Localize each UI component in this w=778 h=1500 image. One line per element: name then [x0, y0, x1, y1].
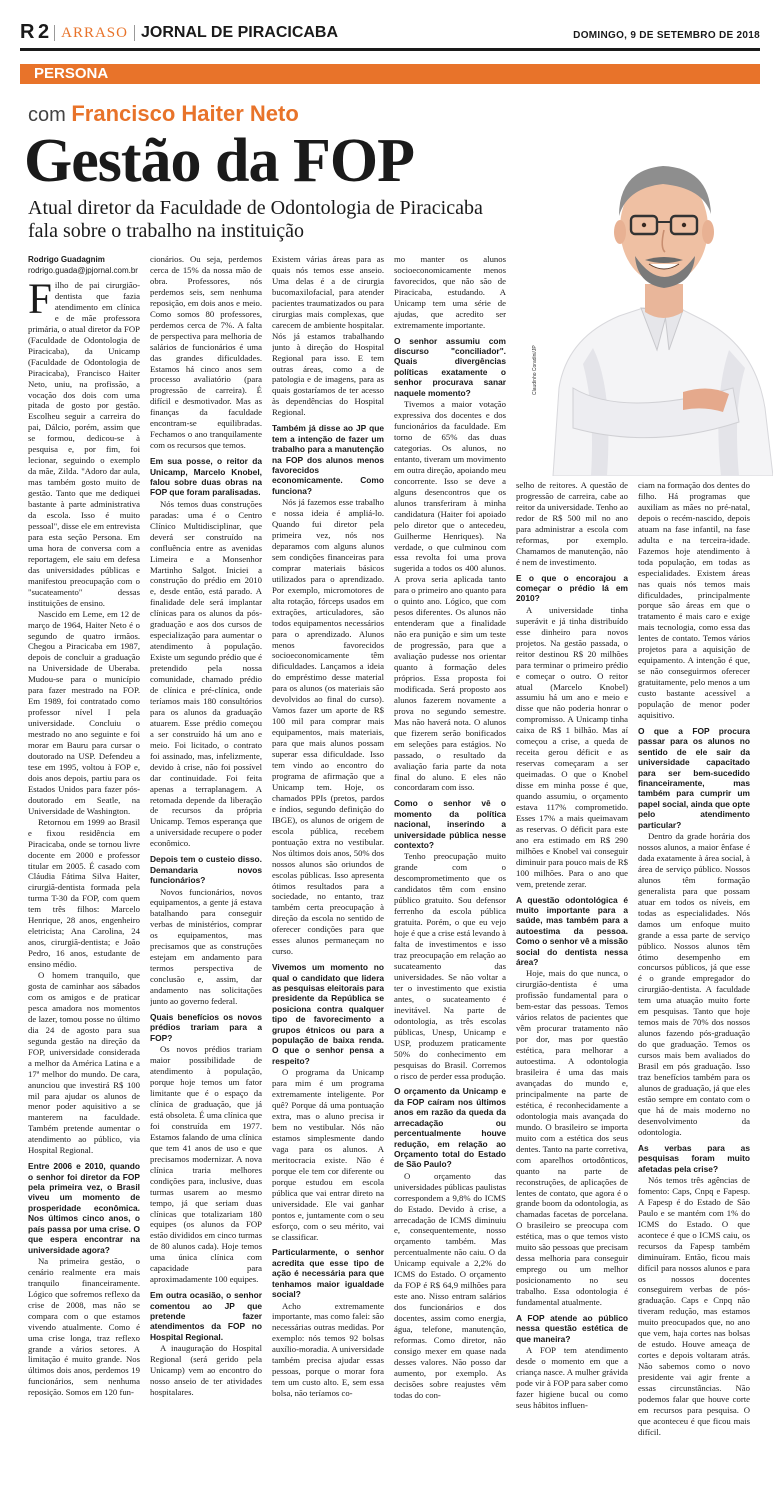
interview-question: Particularmente, o senhor acredita que esse tipo de ação é necessária para que tenhamos maior igualdade social?	[272, 1247, 384, 1300]
byline-author: Rodrigo Guadagnim	[28, 255, 105, 264]
paragraph: Dentro da grade horária dos nossos alunos, a maior ênfase é dada exatamente à área social, à área de serviço público. Nossos alunos têm formação generalista para que possam atuar em todos os níveis, em todas as especialidades. Nós damos um enfoque muito grande a essa parte de serviço público. Nossos alunos têm ótimo desempenho em concursos públicos, já que esse é o grande empregador do cirurgião-dentista. A faculdade tem uma atuação muito forte em pesquisas. Tanto que hoje temos mais de 70% dos nossos alunos fazendo pós-graduação do que graduação. Temos os cursos mais bem avaliados do Brasil em pós graduação. Isso traz benefícios também para os alunos de graduação, já que eles estão sempre em contato com o que há de mais moderno no desenvolvimento da odontologia.	[638, 831, 750, 1137]
section-label: PERSONA	[34, 65, 109, 82]
interview-question: E o que o encorajou a começar o prédio lá em 2010?	[516, 572, 628, 604]
drop-cap: F	[28, 280, 52, 323]
portrait-illustration	[533, 88, 773, 476]
interviewee-name: Francisco Haiter Neto	[71, 101, 299, 126]
paragraph: ciam na formação dos dentes do filho. Há programas que auxiliam as mães no pré-natal, depois o recém-nascido, depois atuam na fase infantil, na fase adulta e na terceira-idade. Fazemos hoje atendimento à toda população, em todas as especialidades. Existem áreas nas quais nós temos mais dificuldades, principalmente porque são áreas em que o tratamento é mais caro e exige mais tecnologia, como essa das lentes de contato. Temos vários projetos para a aquisição de equipamento. A intenção é que, se não conseguirmos oferecer gratuitamente, pelo menos a um custo bastante acessível a população de menor poder aquisitivo.	[638, 480, 750, 721]
paragraph: Nós temos três agências de fomento: Caps, Cnpq e Fapesp. A Fapesp é do Estado de São Paulo e se mantém com 1% do ICMS do Estado. O que acontece é que o ICMS caiu, os recursos da Fapesp também diminuíram. Então, ficou mais difícil para nossos alunos e para os nossos docentes conseguirem verbas de pós-graduação. Caps e Cnpq não tiveram redução, mas estamos muito preocupados que, no ano que vem, haja cortes nas bolsas de estudo. Houve ameaça de cortes e depois voltaram atrás. Não sabemos como o novo presidente vai agir frente a essas circunstâncias. Não podemos falar que houve corte em recursos para pesquisa. O que aconteceu é que ficou mais difícil.	[638, 1174, 750, 1437]
article-column-5	[516, 480, 628, 1492]
page-number: R 2	[20, 21, 49, 43]
masthead-divider	[134, 25, 135, 41]
interview-question: Entre 2006 e 2010, quando o senhor foi diretor da FOP pela primeira vez, o Brasil viveu um momento de prosperidade econômica. Nos últimos cinco anos, o país passa por uma crise. O que espera encontrar na universidade agora?	[28, 1161, 140, 1255]
paragraph: cionários. Ou seja, perdemos cerca de 15% da nossa mão de obra. Professores, nós perdemos seis, sem nenhuma reposição, em dois anos e meio. Como somos 80 professores, perdemos cerca de 7%. A falta de perspectiva para melhoria de salários de funcionários é uma das grandes dificuldades. Estamos há cinco anos sem processo avaliatório (para progressão de carreira). É difícil e desmotivador. Mas as finanças da faculdade encontram-se equilibradas. Fechamos o ano tranquilamente com os recursos que temos.	[150, 254, 262, 451]
paragraph: Retornou em 1999 ao Brasil e fixou residência em Piracicaba, onde se tornou livre docente em 2000 e professor titular em 2005. É casado com Cláudia Fátima Silva Haiter, cirurgiã-dentista formada pela turma T-30 da FOP, com quem tem três filhos: Marcelo Henrique, 28 anos, engenheiro eletricista; Ana Carolina, 24 anos, cirurgiã-dentista; e João Pedro, 16 anos, estudante de ensino médio.	[28, 816, 140, 970]
interview-question: A questão odontológica é muito importante para a saúde, mas também para a autoestima da pessoa. Como o senhor vê a missão social do dentista nessa área?	[516, 894, 628, 968]
masthead-divider	[54, 25, 55, 41]
portrait-photo	[533, 88, 773, 476]
paragraph: mo manter os alunos socioeconomicamente menos favorecidos, que não são de Piracicaba, estudando. A Unicamp tem uma série de ajudas, que acredito ser extremamente importante.	[394, 254, 506, 330]
paragraph: Nós temos duas construções paradas: uma é o Centro Clínico Multidisciplinar, que deverá ser construído na confluência entre as avenidas Limeira e a Monsenhor Martinho Salgot. Iniciei a construção do prédio em 2010 e, desde então, está parado. A finalidade dele será implantar clínicas para os alunos da pós-graduação e aos dos cursos de especialização para aumentar o atendimento à população. Existe um segundo prédio que é pretendido pela nossa comunidade, chamado prédio de clínica e pré-clínica, onde teríamos mais 180 consultórios para os alunos da graduação atuarem. Esse prédio começou a ser construído há um ano e meio. Foi licitado, o contrato foi assinado, mas, infelizmente, devido à crise, não foi possível dar continuidade. Foi feita apenas a terraplanagem. A retomada depende da liberação de recursos da própria Unicamp. Temos esperança que a universidade recupere o poder econômico.	[150, 498, 262, 849]
paragraph: Os novos prédios trariam maior possibilidade de atendimento à população, porque hoje temos um fator limitante que é o espaço da clínica de graduação, que já está obsoleta. É uma clínica que foi construída em 1977. Estamos falando de uma clínica que tem 41 anos de uso e que precisamos modernizar. A nova clínica traria melhores condições para, inclusive, duas turmas usarem ao mesmo tempo, já que seriam duas clínicas que totalizariam 180 equipes (os alunos da FOP estão divididos em cinco turmas de 80 alunos cada). Hoje temos uma única clínica com capacidade para aproximadamente 100 equipes.	[150, 1044, 262, 1285]
article-column-4	[394, 254, 506, 1492]
article-column-1	[28, 280, 140, 1492]
paragraph: Tivemos a maior votação expressiva dos docentes e dos funcionários da faculdade. Em torno de 65% das duas categorias. Os alunos, no entanto, tiveram um movimento em outra direção, apoiando meu concorrente. Isso se deve a alguns desencontros que os alunos transferiram à minha candidatura (Haiter foi apoiado pelo diretor que o antecedeu, Guilherme Henriques). Na verdade, o que culminou com essa revolta foi uma prova sugerida a todos os 400 alunos. A prova seria aplicada tanto para o primeiro ano quanto para o quinto ano. Lógico, que com pesos diferentes. Os alunos não entenderam que a finalidade não era punição e sim um teste de progressão, para que a avaliação pudesse nos orientar quanto à formação deles próprios. Essa proposta foi modificada. Será proposto aos alunos fazerem novamente a prova no segundo semestre. Mas não haverá nota. O alunos que fizerem serão bonificados em seleções para estágios. No passado, o resultado da avaliação faria parte da nota final do aluno. E eles não concordaram com isso.	[394, 399, 506, 793]
interview-question: Em sua posse, o reitor da Unicamp, Marcelo Knobel, falou sobre duas obras na FOP que foram paralisadas.	[150, 456, 262, 498]
paragraph: A inauguração do Hospital Regional (será gerido pela Unicamp) vem ao encontro do nosso anseio de ter atividades hospitalares.	[150, 1343, 262, 1398]
publication-date: DOMINGO, 9 DE SETEMBRO DE 2018	[573, 30, 760, 41]
byline-email: rodrigo.guada@jpjornal.com.br	[28, 266, 138, 275]
paragraph: A FOP tem atendimento desde o momento em que a criança nasce. A mulher grávida pode vir à FOP para saber como fazer higiene bucal ou como seus hábitos influen-	[516, 1345, 628, 1410]
supplement-logo: ARRASO	[61, 25, 128, 41]
paragraph: Na primeira gestão, o cenário realmente era mais tranquilo financeiramente. Lógico que sofremos reflexo da crise de 2008, mas não se compara com o que estamos vivendo atualmente. Como é uma crise longa, traz reflexo grande a vários setores. A limitação é muito grande. Nos últimos dois anos, perdemos 19 funcionários, sem nenhuma reposição. Somos em 120 fun-	[28, 1255, 140, 1398]
interview-question: O que a FOP procura passar para os alunos no sentido de ele sair da universidade capacitado para ser bem-sucedido financeiramente, mas também para cumprir um papel social, ainda que opte pelo atendimento particular?	[638, 725, 750, 830]
paragraph: Existem várias áreas para as quais nós temos esse anseio. Uma delas é a de cirurgia bucomaxilofacial, para atender pacientes traumatizados ou para cirurgias mais complexas, que carecem de ambiente hospitalar. Nós já estamos trabalhando junto à direção do Hospital Regional para isso. E tem outras áreas, como a de patologia e de imagens, para as quais gostaríamos de ter acesso às dependências do Hospital Regional.	[272, 254, 384, 418]
article-column-3	[272, 254, 384, 1492]
interview-question: As verbas para as pesquisas foram muito afetadas pela crise?	[638, 1142, 750, 1174]
interview-question: O senhor assumiu com discurso "conciliador". Quais divergências políticas exatamente o senhor procurava sanar naquele momento?	[394, 335, 506, 398]
deck: Atual diretor da Faculdade de Odontologia de Piracicaba fala sobre o trabalho na instituição	[28, 197, 483, 242]
photo-credit: Claudinho Coradini/JP	[532, 345, 538, 395]
paragraph: Filho de pai cirurgião-dentista que fazia atendimento em clínica e de mãe professora primária, o atual diretor da FOP (Faculdade de Odontologia de Piracicaba), da Unicamp (Faculdade de Odontologia de Piracicaba), Francisco Haiter Neto, uniu, na profissão, a vocação dos dois com uma pitada de gosto por gestão. Escolheu seguir a carreira do pai, Dálcio, porém, assim que se formou, dedicou-se à pesquisa e, por fim, foi lecionar, seguindo o exemplo da mãe, Zilda. "Adoro dar aula, mas também gosto muito de gestão. Tanto que me dediquei bastante à parte administrativa da escola. Isso é muito pessoal", disse ele em entrevista para esta seção Persona. Em uma hora de conversa com a reportagem, ele saiu em defesa das universidades públicas e manifestou preocupação com o "sucateamento" dessas instituições de ensino.	[28, 280, 140, 608]
interview-question: Vivemos um momento no qual o candidato que lidera as pesquisas eleitorais para presidente da República se posiciona contra qualquer tipo de favorecimento a grupos étnicos ou para a população de baixa renda. O que o senhor pensa a respeito?	[272, 962, 384, 1066]
interview-question: Como o senhor vê o momento da política nacional, inserindo a universidade pública nesse contexto?	[394, 798, 506, 851]
kicker-prefix: com	[28, 104, 66, 126]
paragraph: Acho extremamente importante, mas como falei: são necessárias outras medidas. Por exemplo: nós temos 92 bolsas auxílio-moradia. A universidade também precisa ajudar essas pessoas, porque o morar fora tem um custo alto. E, sem essa bolsa, não teríamos co-	[272, 1300, 384, 1399]
paragraph: Hoje, mais do que nunca, o cirurgião-dentista é uma profissão fundamental para o bem-estar das pessoas. Temos vários relatos de pacientes que vêm procurar tratamento não por dor, mas por questão estética, para melhorar a autoestima. A odontologia brasileira é uma das mais avançadas do mundo e, principalmente na parte de estética, é reconhecidamente a odontologia mais avançada do mundo. O brasileiro se importa muito com a estética dos seus dentes. Tanto na parte corretiva, com aparelhos ortodônticos, quanto na parte de reconstruções, de aplicações de lentes de contato, que agora é o grande boom da odontologia, as chamadas facetas de porcelana. O brasileiro se preocupa com estética, mas o que temos visto muito são pessoas que precisam dessa melhoria para conseguir emprego ou um melhor posicionamento no seu trabalho. Essa odontologia é fundamental atualmente.	[516, 968, 628, 1308]
masthead	[20, 14, 760, 51]
headline: Gestão da FOP	[24, 127, 414, 195]
interview-question: Depois tem o custeio disso. Demandaria novos funcionários?	[150, 854, 262, 886]
paragraph: O programa da Unicamp para mim é um programa extremamente inteligente. Por quê? Porque dá uma pontuação extra, mas o aluno precisa ir bem no vestibular. Nós não estamos simplesmente dando vaga para os alunos. A meritocracia existe. Não é porque ele tem cor diferente ou porque estudou em escola pública que vai entrar direto na universidade. Ele vai ganhar pontos e, juntamente com o seu esforço, com o seu mérito, vai se classificar.	[272, 1067, 384, 1242]
paragraph: Nascido em Leme, em 12 de março de 1964, Haiter Neto é o segundo de quatro irmãos. Chegou a Piracicaba em 1987, depois de concluir a graduação na Universidade de Uberaba. Mudou-se para o município para fazer mestrado na FOP. Em 1989, foi contratado como professor nível I pela universidade. Concluiu o mestrado no ano seguinte e foi morar em Bauru para cursar o doutorado na USP. Defendeu a tese em 1995, voltou à FOP e, dois anos depois, partiu para os Estados Unidos para fazer pós-doutorado em Seatle, na Universidade de Washington.	[28, 608, 140, 816]
interview-question: A FOP atende ao público nessa questão estética de que maneira?	[516, 1313, 628, 1344]
interview-question: Quais benefícios os novos prédios trariam para a FOP?	[150, 1011, 262, 1043]
byline	[28, 254, 138, 276]
newspaper-name: JORNAL DE PIRACICABA	[140, 24, 339, 41]
paragraph: A universidade tinha superávit e já tinha distribuído esse dinheiro para novos projetos. Na gestão passada, o reitor destinou R$ 20 milhões para terminar o primeiro prédio e começar o outro. O reitor atual (Marcelo Knobel) assumiu há um ano e meio e disse que não poderia honrar o compromisso. A Unicamp tinha caixa de R$ 1 bilhão. Mas aí começou a crise, a queda de receita gerou déficit e as reservas começaram a ser queimadas. O que o Knobel disse em minha posse é que, quando assumiu, o orçamento estava 117% comprometido. Esses 17% a mais queimavam as reservas. O déficit para este ano era estimado em R$ 290 milhões e Knobel vai conseguir diminuir para pouco mais de R$ 100 milhões. Para o ano que vem, pretende zerar.	[516, 604, 628, 889]
interview-question: O orçamento da Unicamp e da FOP caíram nos últimos anos em razão da queda da arrecadação ou percentualmente houve redução, em relação ao Orçamento total do Estado de São Paulo?	[394, 1086, 506, 1170]
kicker	[28, 101, 299, 127]
paragraph: Nós já fazemos esse trabalho e nossa ideia é ampliá-lo. Quando fui diretor pela primeira vez, nós nos deparamos com alguns alunos sem condições financeiras para comprar materiais básicos utilizados para o aprendizado. Por exemplo, micromotores de alta rotação, fórceps usados em extrações, articuladores, são todos equipamentos necessários para o aprendizado. Alunos menos favorecidos socioeconomicamente têm dificuldades. Lançamos a ideia do empréstimo desse material para os alunos (os materiais são devolvidos ao final do curso). Vamos fazer um aporte de R$ 100 mil para comprar mais equipamentos, mais materiais, para que mais alunos possam superar essa dificuldade. Isso tem vindo ao encontro do programa de afirmação que a Unicamp tem. Hoje, os chamados PPIs (pretos, pardos e índios, segundo definição do IBGE), os alunos de origem de escola pública, recebem pontuação extra no vestibular. Nos últimos dois anos, 50% dos nossos alunos são oriundos de escolas públicas. Isso apresenta ótimos resultados para a sociedade, no entanto, traz também certa preocupação à direção da escola no sentido de oferecer condições para que esses alunos permaneçam no curso.	[272, 497, 384, 957]
paragraph: Novos funcionários, novos equipamentos, a gente já estava batalhando para conseguir verbas de ministérios, comprar os equipamentos, mas precisamos que as construções estejam em andamento para termos perspectiva de conclusão e, assim, dar andamento nas solicitações junto ao governo federal.	[150, 886, 262, 1007]
paragraph: selho de reitores. A questão de progressão de carreira, cabe ao reitor da universidade. Tenho ao redor de R$ 500 mil no ano para administrar a escola com reformas, por exemplo. Chamamos de manutenção, não é nem de investimento.	[516, 480, 628, 567]
section-bar	[20, 64, 760, 84]
paragraph: O homem tranquilo, que gosta de caminhar aos sábados com os amigos e de praticar pesca amadora nos momentos de lazer, tomou posse no último dia 24 de agosto para sua segunda gestão na direção da FOP, universidade considerada a melhor da América Latina e a 17ª melhor do mundo. De cara, anunciou que investirá R$ 100 mil para ajudar os alunos de menor poder aquisitivo a se manterem na faculdade. Também pretende aumentar o atendimento ao público, via Hospital Regional.	[28, 970, 140, 1156]
interview-question: Também já disse ao JP que tem a intenção de fazer um trabalho para a manutenção na FOP dos alunos menos favorecidos economicamente. Como funciona?	[272, 423, 384, 496]
paragraph: Tenho preocupação muito grande com o descomprometimento que os candidatos têm com ensino público gratuito. Sou defensor ferrenho da escola pública gratuita. Porém, o que eu vejo hoje é que a crise está levando à falta de investimentos e isso traz preocupação em relação ao sucateamento das universidades. Se não voltar a ter o investimento que existia antes, o sucateamento é inevitável. Na parte de odontologia, as três escolas públicas, Unesp, Unicamp e USP, produzem praticamente 50% do conhecimento em pesquisas do Brasil. Corremos o risco de perder essa produção.	[394, 851, 506, 1081]
paragraph: O orçamento das universidades públicas paulistas correspondem a 9,8% do ICMS do Estado. Devido à crise, a arrecadação de ICMS diminuiu e, consequentemente, nosso orçamento também. Mas percentualmente não caiu. O da Unicamp equivale a 2,2% do ICMS do Estado. O orçamento da FOP é R$ 64,9 milhões para este ano. Nisso entram salários dos funcionários e dos docentes, assim como energia, água, telefone, manutenção, reformas. Como diretor, não consigo mexer em quase nada desses valores. Não posso dar aumento, por exemplo. As decisões sobre reajustes vêm todas do con-	[394, 1170, 506, 1400]
article-column-2	[150, 254, 262, 1492]
interview-question: Em outra ocasião, o senhor comentou ao JP que pretende fazer atendimentos da FOP no Hospital Regional.	[150, 1290, 262, 1342]
article-column-6	[638, 480, 750, 1492]
